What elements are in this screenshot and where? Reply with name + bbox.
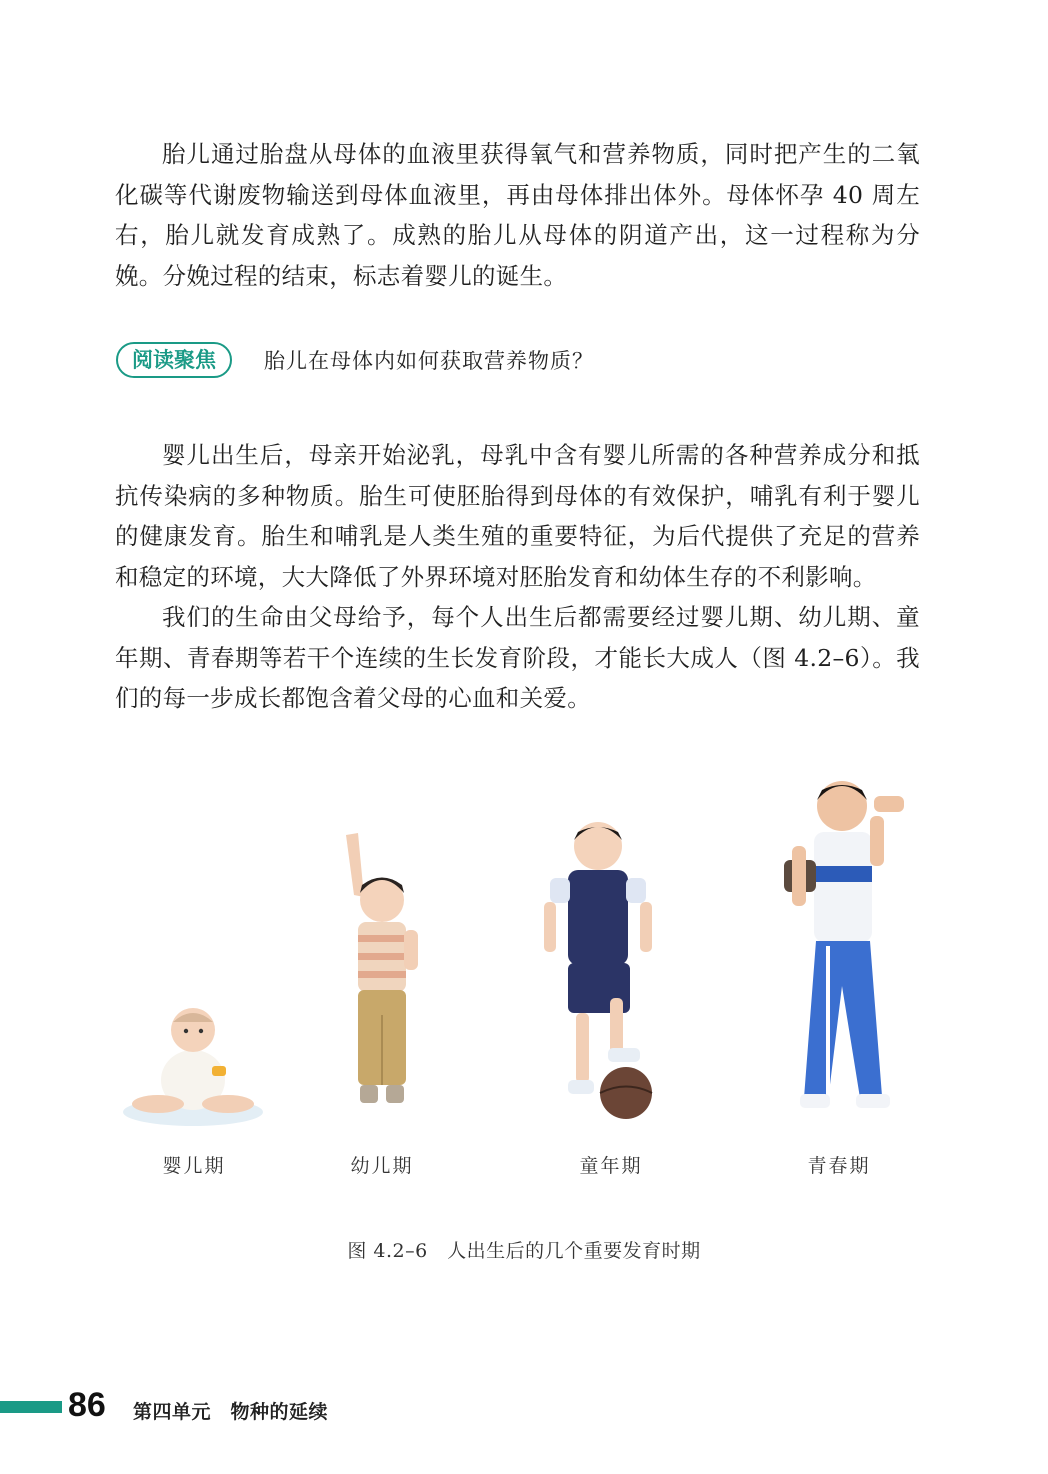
unit-title: 第四单元 物种的延续	[133, 1401, 329, 1423]
infant-photo	[118, 1000, 268, 1130]
paragraph-2: 婴儿出生后，母亲开始泌乳，母乳中含有婴儿所需的各种营养成分和抵抗传染病的多种物质。胎生可使胚胎得到母体的有效保护，哺乳有利于婴儿的健康发育。胎生和哺乳是人类生殖的重要特征，为后代提供了充足的营养和稳定的环境，大大降低了外界环境对胚胎发育和幼体生存的不利影响。	[115, 441, 920, 591]
reading-focus-question: 胎儿在母体内如何获取营养物质？	[264, 349, 594, 373]
toddler-photo	[332, 825, 432, 1125]
page-number: 86	[68, 1386, 106, 1424]
stage-label-infant: 婴儿期	[162, 1155, 226, 1177]
footer-accent-bar	[0, 1401, 62, 1413]
stage-label-toddler: 幼儿期	[350, 1155, 414, 1177]
reading-focus-badge: 阅读聚焦	[116, 342, 232, 378]
paragraph-3: 我们的生命由父母给予，每个人出生后都需要经过婴儿期、幼儿期、童年期、青春期等若干个连续的生长发育阶段，才能长大成人（图 4.2–6）。我们的每一步成长都饱含着父母的心血和关爱。	[115, 603, 920, 712]
reading-focus	[116, 342, 594, 378]
stage-label-child: 童年期	[579, 1155, 643, 1177]
development-stages-figure	[110, 770, 930, 1177]
stage-label-teen: 青春期	[807, 1155, 871, 1177]
teen-photo	[770, 776, 920, 1121]
figure-caption: 图 4.2–6 人出生后的几个重要发育时期	[347, 1240, 701, 1262]
child-photo	[528, 818, 668, 1128]
paragraph-1: 胎儿通过胎盘从母体的血液里获得氧气和营养物质，同时把产生的二氧化碳等代谢废物输送到母体血液里，再由母体排出体外。母体怀孕 40 周左右，胎儿就发育成熟了。成熟的胎儿从母体的阴道产出，这一过程称为分娩。分娩过程的结束，标志着婴儿的诞生。	[115, 140, 920, 290]
